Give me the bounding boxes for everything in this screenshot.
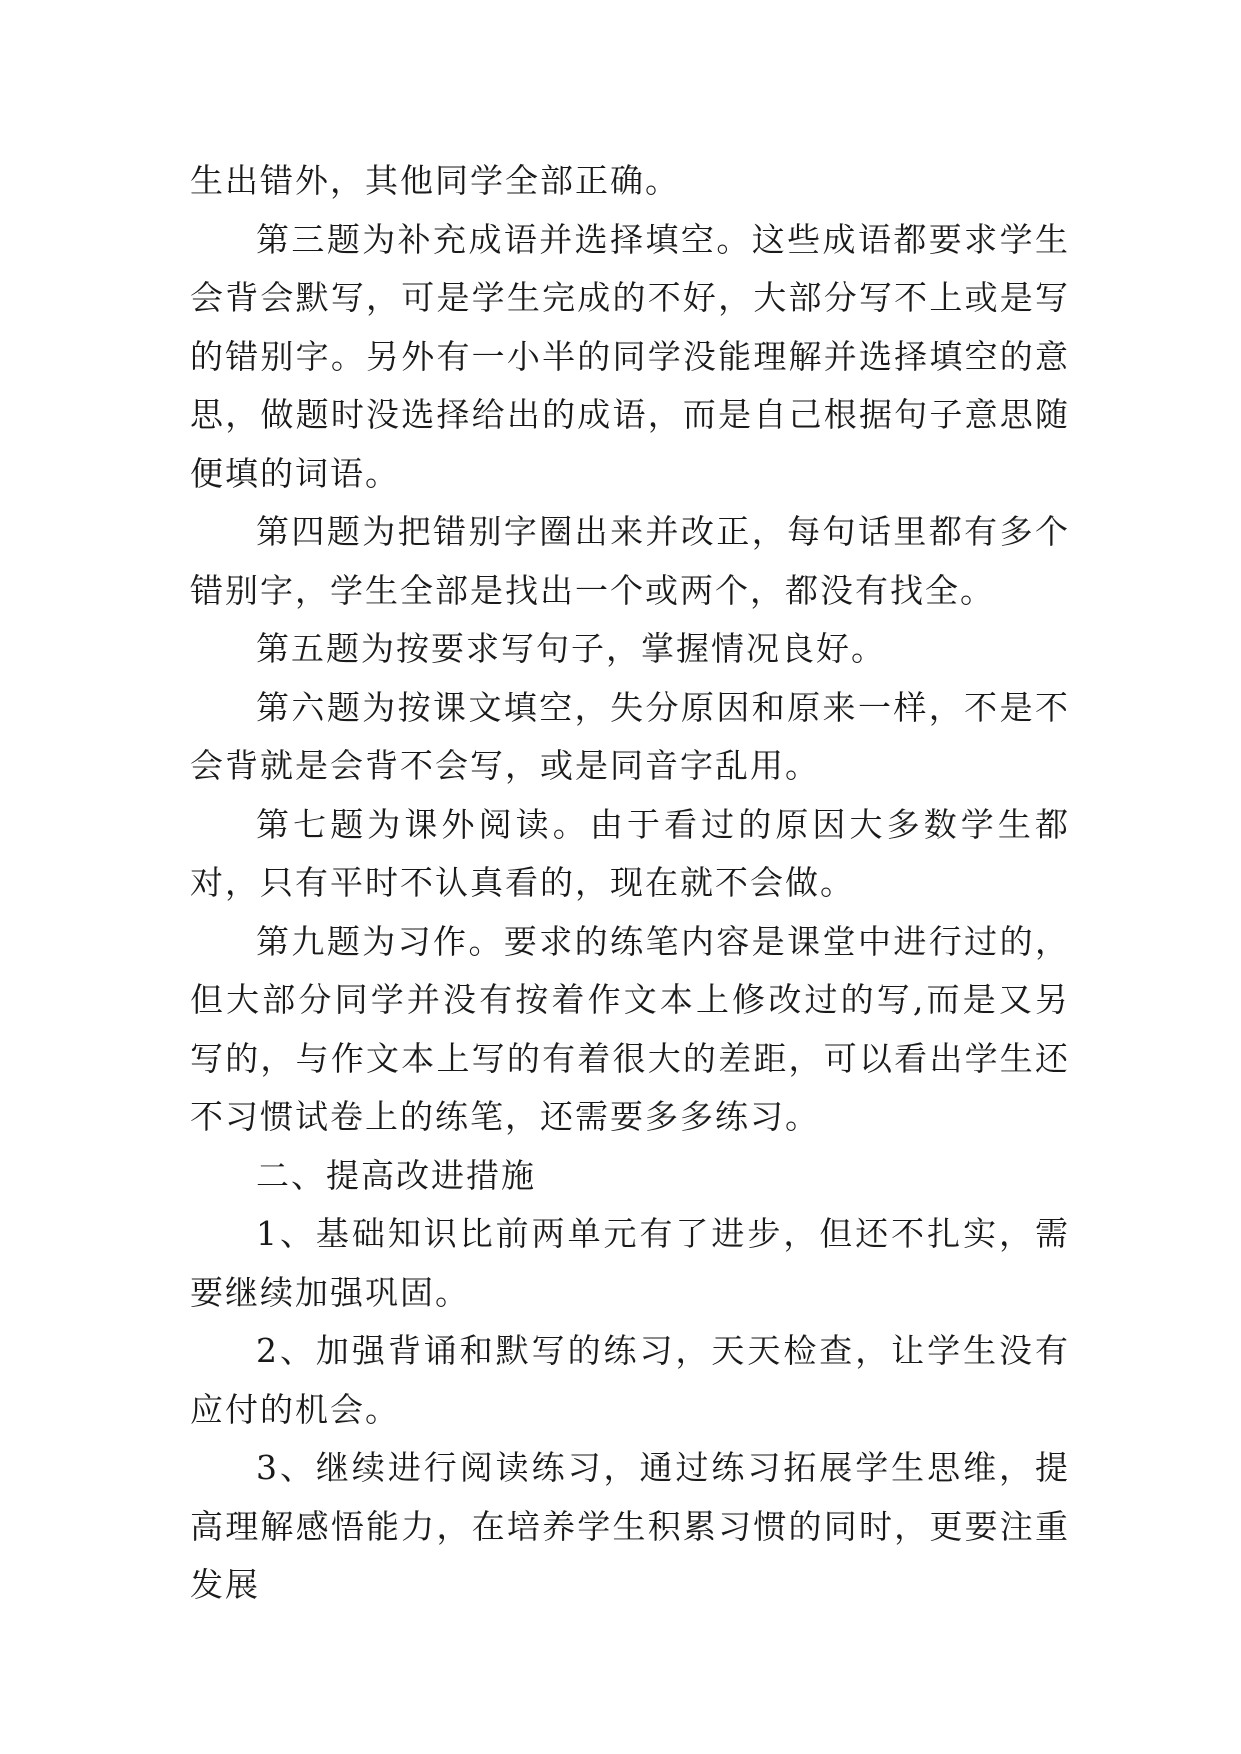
paragraph-4: 第五题为按要求写句子，掌握情况良好。 [256, 629, 886, 668]
paragraph-2: 第三题为补充成语并选择填空。这些成语都要求学生会背会默写，可是学生完成的不好，大部分写不上或是写的错别字。另外有一小半的同学没能理解并选择填空的意思，做题时没选择给出的成语，而是自己根据句子意思随便填的词语。 [190, 219, 1070, 493]
paragraph-6: 第七题为课外阅读。由于看过的原因大多数学生都对，只有平时不认真看的，现在就不会做。 [190, 804, 1070, 902]
section-heading: 二、提高改进措施 [256, 1155, 536, 1195]
paragraph-1: 生出错外，其他同学全部正确。 [190, 161, 680, 200]
measure-item-2: 2、加强背诵和默写的练习，天天检查，让学生没有应付的机会。 [190, 1331, 1070, 1429]
measure-item-3: 3、继续进行阅读练习，通过练习拓展学生思维，提高理解感悟能力，在培养学生积累习惯的同时，更要注重发展 [190, 1448, 1070, 1604]
paragraph-7: 第九题为习作。要求的练笔内容是课堂中进行过的，但大部分同学并没有按着作文本上修改过的写,而是又另写的，与作文本上写的有着很大的差距，可以看出学生还不习惯试卷上的练笔，还需要多多练习。 [190, 921, 1070, 1136]
paragraph-3: 第四题为把错别字圈出来并改正，每句话里都有多个错别字，学生全部是找出一个或两个，都没有找全。 [190, 512, 1070, 610]
paragraph-5: 第六题为按课文填空，失分原因和原来一样，不是不会背就是会背不会写，或是同音字乱用。 [190, 687, 1070, 785]
measure-item-1: 1、基础知识比前两单元有了进步，但还不扎实，需要继续加强巩固。 [190, 1214, 1070, 1312]
document-body [190, 152, 1070, 1615]
